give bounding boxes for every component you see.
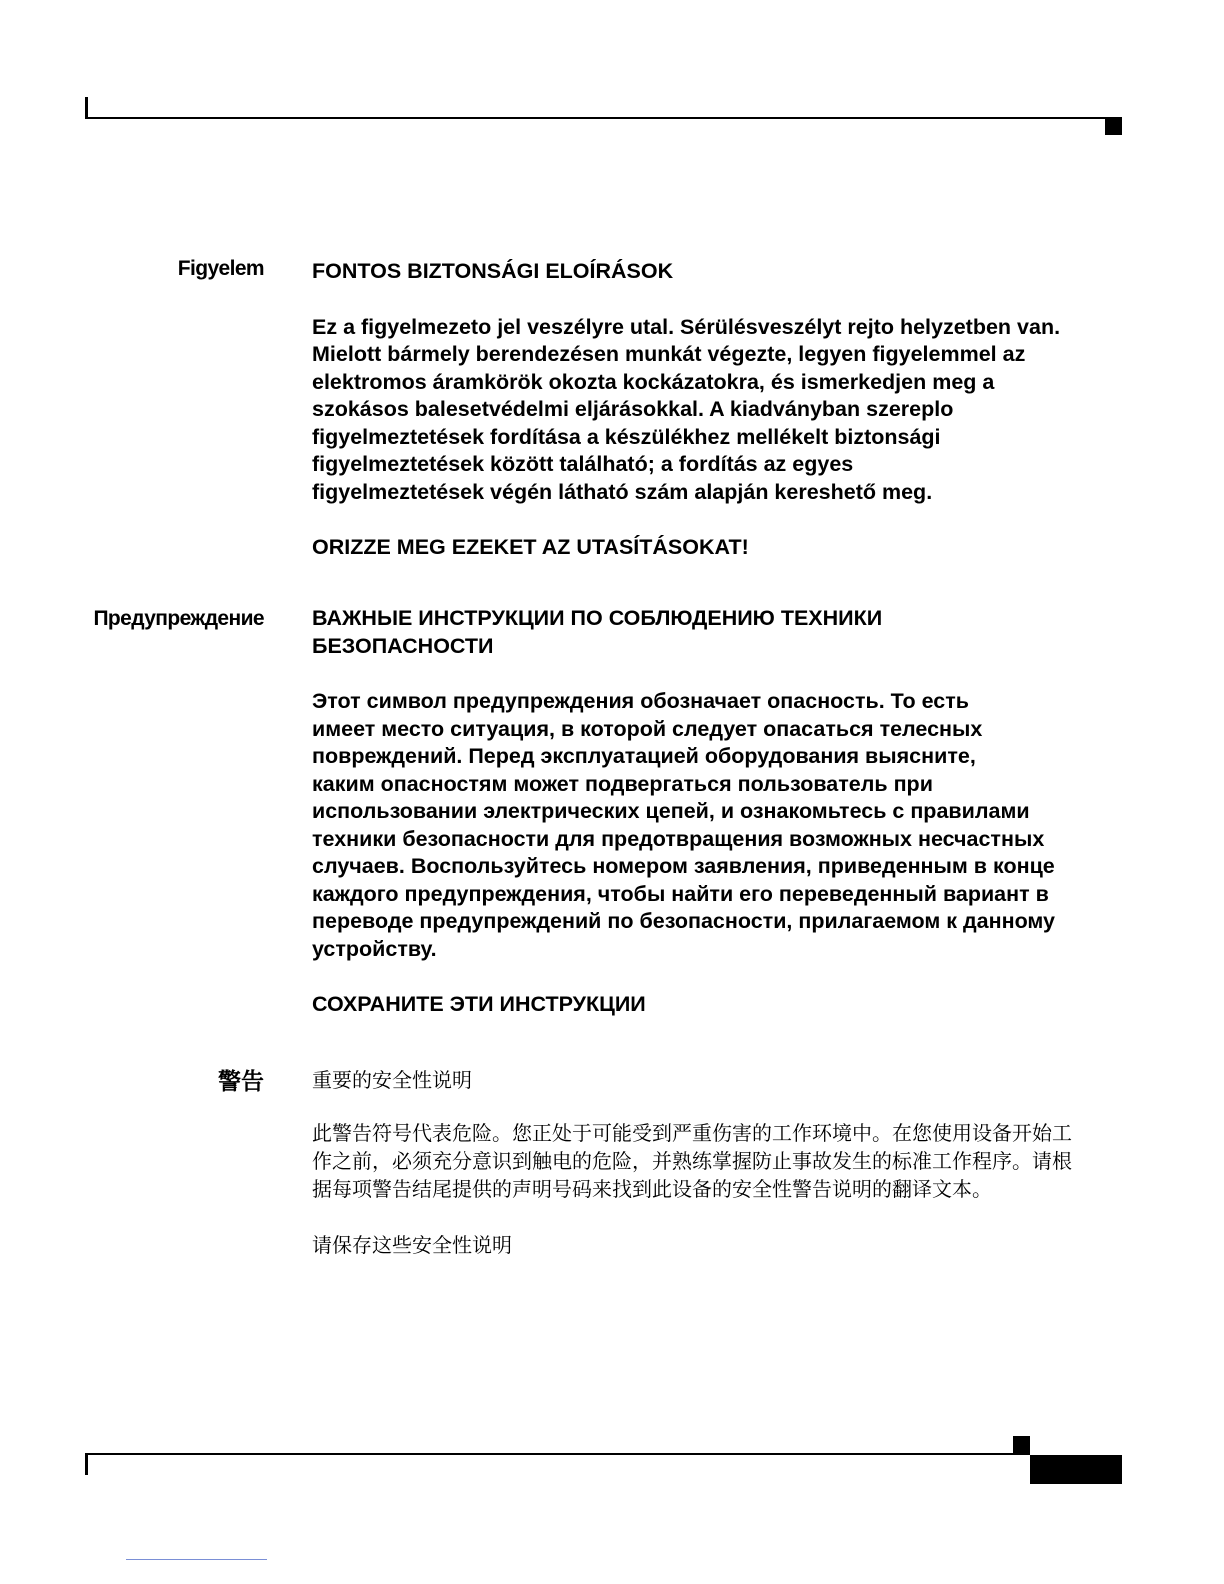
header-rule: [85, 117, 1122, 119]
footer-link-underline[interactable]: [126, 1559, 267, 1560]
warning-save-instructions: 请保存这些安全性说明: [312, 1235, 512, 1257]
warning-content: [312, 256, 1112, 562]
footer-rule: [85, 1453, 1030, 1455]
warning-content: [312, 605, 1112, 1019]
warning-label: Figyelem: [177, 257, 264, 280]
footer-marker: [1013, 1436, 1030, 1453]
warning-label: Предупреждение: [93, 607, 264, 630]
footer-page-tab: [1030, 1455, 1122, 1484]
header-marker: [1105, 119, 1122, 135]
warning-content: [312, 1067, 1112, 1260]
warning-save-instructions: ORIZZE MEG EZEKET AZ UTASÍTÁSOKAT!: [312, 535, 749, 559]
warning-heading: 重要的安全性说明: [312, 1070, 472, 1092]
header-rule-tick: [85, 97, 88, 119]
warning-label: 警告: [218, 1068, 264, 1094]
warning-heading: ВАЖНЫЕ ИНСТРУКЦИИ ПО СОБЛЮДЕНИЮ ТЕХНИКИ БЕЗОПАСНОСТИ: [312, 606, 883, 658]
warning-body: Ez a figyelmezeto jel veszélyre utal. Sérülésveszélyt rejto helyzetben van. Mielott bármely berendezésen munkát végezte, legyen figyelemmel az elektromos áramkörök okozta kockázatokra, és ismerkedjen meg a szokásos balesetvédelmi eljárásokkal. A kiadványban szereplo figyelmeztetések fordítása a készülékhez mellékelt biztonsági figyelmeztetések között található; a fordítás az egyes figyelmeztetések végén látható szám alapján kereshető meg.: [312, 314, 1061, 504]
warning-save-instructions: СОХРАНИТЕ ЭТИ ИНСТРУКЦИИ: [312, 992, 646, 1016]
warning-body: 此警告符号代表危险。您正处于可能受到严重伤害的工作环境中。在您使用设备开始工 作之前，必须充分意识到触电的危险，并熟练掌握防止事故发生的标准工作程序。请根 据每项警告结尾提供的声明号码来找到此设备的安全性警告说明的翻译文本。: [312, 1123, 1072, 1201]
warning-body: Этот символ предупреждения обозначает опасность. То есть имеет место ситуация, в которой следует опасаться телесных повреждений. Перед эксплуатацией оборудования выясните, каким опасностям может подвергаться пользователь при использовании электрических цепей, и ознакомьтесь с правилами техники безопасности для предотвращения возможных несчастных случаев. Воспользуйтесь номером заявления, приведенным в конце каждого предупреждения, чтобы найти его переведенный вариант в переводе предупреждений по безопасности, прилагаемом к данному устройству.: [312, 689, 1055, 961]
warning-heading: FONTOS BIZTONSÁGI ELOÍRÁSOK: [312, 259, 674, 283]
footer-rule-tick: [85, 1453, 88, 1475]
